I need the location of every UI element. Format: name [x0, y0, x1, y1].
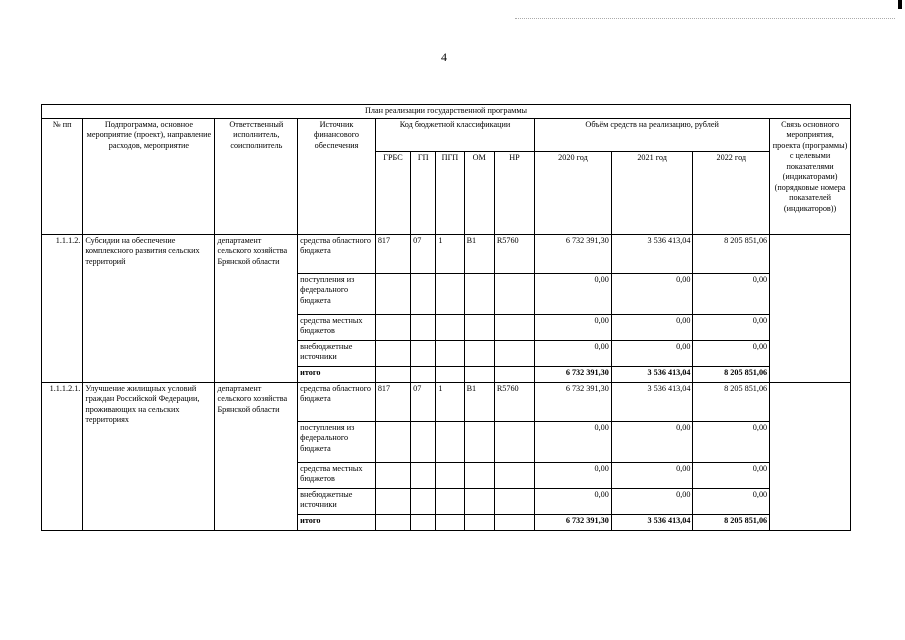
code-np — [494, 462, 534, 488]
code-grbs — [375, 314, 410, 340]
code-gp — [411, 340, 436, 366]
header-2022: 2022 год — [693, 151, 770, 234]
amount-2020: 6 732 391,30 — [535, 234, 612, 273]
amount-2021: 3 536 413,04 — [611, 514, 693, 530]
code-np: R5760 — [494, 382, 534, 421]
code-grbs: 817 — [375, 234, 410, 273]
amount-2022: 0,00 — [693, 462, 770, 488]
code-pgp — [436, 366, 464, 382]
item-executor: департамент сельского хозяйства Брянской области — [215, 382, 298, 530]
amount-2021: 0,00 — [611, 462, 693, 488]
amount-2021: 3 536 413,04 — [611, 366, 693, 382]
code-gp — [411, 273, 436, 314]
table-row — [42, 382, 851, 421]
header-np: НР — [494, 151, 534, 234]
header-pgp: ПГП — [436, 151, 464, 234]
page-number: 4 — [441, 50, 447, 64]
scan-artifact-line — [515, 18, 895, 19]
code-pgp — [436, 314, 464, 340]
code-pgp — [436, 514, 464, 530]
funding-source: поступления из федерального бюджета — [298, 421, 376, 462]
amount-2021: 0,00 — [611, 273, 693, 314]
amount-2021: 0,00 — [611, 421, 693, 462]
code-om: В1 — [464, 234, 494, 273]
header-row-1 — [42, 118, 851, 151]
code-pgp — [436, 273, 464, 314]
code-grbs — [375, 514, 410, 530]
header-2020: 2020 год — [535, 151, 612, 234]
code-pgp — [436, 462, 464, 488]
amount-2022: 8 205 851,06 — [693, 234, 770, 273]
header-subprogram: Подпрограмма, основное мероприятие (проект), направление расходов, мероприятие — [83, 118, 215, 234]
code-om — [464, 514, 494, 530]
code-gp — [411, 514, 436, 530]
funding-source: средства областного бюджета — [298, 234, 376, 273]
code-om — [464, 421, 494, 462]
amount-2022: 0,00 — [693, 314, 770, 340]
funding-source: средства областного бюджета — [298, 382, 376, 421]
amount-2022: 8 205 851,06 — [693, 514, 770, 530]
header-2021: 2021 год — [611, 151, 693, 234]
code-np — [494, 421, 534, 462]
amount-2020: 0,00 — [535, 314, 612, 340]
amount-2020: 0,00 — [535, 340, 612, 366]
code-gp: 07 — [411, 234, 436, 273]
scan-corner-mark — [898, 0, 902, 9]
code-om — [464, 314, 494, 340]
table-row — [42, 234, 851, 273]
table-title-row — [42, 105, 851, 119]
code-pgp — [436, 488, 464, 514]
code-grbs — [375, 421, 410, 462]
amount-2021: 0,00 — [611, 314, 693, 340]
code-gp — [411, 488, 436, 514]
code-np — [494, 340, 534, 366]
amount-2020: 0,00 — [535, 421, 612, 462]
item-name: Улучшение жилищных условий граждан Российской Федерации, проживающих на сельских территориях — [83, 382, 215, 530]
code-pgp: 1 — [436, 382, 464, 421]
header-grbs: ГРБС — [375, 151, 410, 234]
code-np — [494, 314, 534, 340]
code-om — [464, 488, 494, 514]
code-grbs — [375, 273, 410, 314]
code-gp: 07 — [411, 382, 436, 421]
item-executor: департамент сельского хозяйства Брянской области — [215, 234, 298, 382]
code-pgp — [436, 421, 464, 462]
code-grbs — [375, 488, 410, 514]
table-title: План реализации государственной программы — [42, 105, 851, 119]
code-grbs — [375, 340, 410, 366]
funding-source: итого — [298, 366, 376, 382]
code-np — [494, 488, 534, 514]
amount-2022: 0,00 — [693, 340, 770, 366]
code-pgp: 1 — [436, 234, 464, 273]
header-source: Источник финансового обеспечения — [298, 118, 376, 234]
funding-source: внебюджетные источники — [298, 488, 376, 514]
amount-2022: 0,00 — [693, 421, 770, 462]
amount-2020: 0,00 — [535, 273, 612, 314]
code-grbs — [375, 366, 410, 382]
amount-2020: 6 732 391,30 — [535, 514, 612, 530]
code-grbs — [375, 462, 410, 488]
code-np — [494, 366, 534, 382]
code-gp — [411, 366, 436, 382]
funding-source: средства местных бюджетов — [298, 314, 376, 340]
amount-2020: 6 732 391,30 — [535, 366, 612, 382]
code-om — [464, 340, 494, 366]
amount-2022: 8 205 851,06 — [693, 366, 770, 382]
amount-2020: 6 732 391,30 — [535, 382, 612, 421]
amount-2021: 0,00 — [611, 488, 693, 514]
funding-source: средства местных бюджетов — [298, 462, 376, 488]
item-name: Субсидии на обеспечение комплексного развития сельских территорий — [83, 234, 215, 382]
header-link: Связь основного мероприятия, проекта (программы) с целевыми показателями (индикаторами) (порядковые номера показателей (индикаторов)) — [770, 118, 851, 234]
code-pgp — [436, 340, 464, 366]
amount-2021: 3 536 413,04 — [611, 234, 693, 273]
funding-source: поступления из федерального бюджета — [298, 273, 376, 314]
amount-2020: 0,00 — [535, 488, 612, 514]
amount-2020: 0,00 — [535, 462, 612, 488]
amount-2022: 0,00 — [693, 273, 770, 314]
program-plan-table — [41, 104, 851, 531]
header-om: ОМ — [464, 151, 494, 234]
amount-2022: 8 205 851,06 — [693, 382, 770, 421]
code-gp — [411, 421, 436, 462]
code-om: В1 — [464, 382, 494, 421]
code-np: R5760 — [494, 234, 534, 273]
amount-2021: 3 536 413,04 — [611, 382, 693, 421]
indicator-link — [770, 234, 851, 382]
funding-source: итого — [298, 514, 376, 530]
code-om — [464, 462, 494, 488]
amount-2022: 0,00 — [693, 488, 770, 514]
funding-source: внебюджетные источники — [298, 340, 376, 366]
code-grbs: 817 — [375, 382, 410, 421]
code-om — [464, 366, 494, 382]
item-number: 1.1.1.2.1. — [42, 382, 83, 530]
header-num: № пп — [42, 118, 83, 234]
code-np — [494, 514, 534, 530]
code-gp — [411, 462, 436, 488]
code-gp — [411, 314, 436, 340]
item-number: 1.1.1.2. — [42, 234, 83, 382]
code-np — [494, 273, 534, 314]
header-budget-code: Код бюджетной классификации — [375, 118, 534, 151]
amount-2021: 0,00 — [611, 340, 693, 366]
header-executor: Ответственный исполнитель, соисполнитель — [215, 118, 298, 234]
code-om — [464, 273, 494, 314]
header-gp: ГП — [411, 151, 436, 234]
indicator-link — [770, 382, 851, 530]
header-volume: Объём средств на реализацию, рублей — [535, 118, 770, 151]
